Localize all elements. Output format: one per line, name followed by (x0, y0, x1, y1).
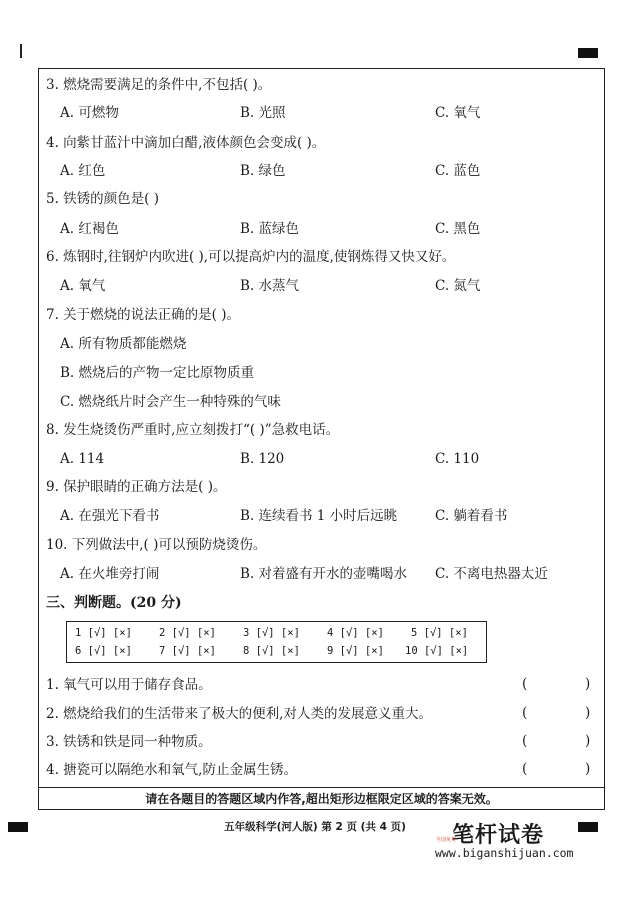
registration-mark-bottom-right (578, 822, 598, 832)
notice-divider (38, 787, 605, 788)
question-stem: 7. 关于燃烧的说法正确的是( )。 (46, 307, 240, 323)
option-b: B. 蓝绿色 (240, 221, 300, 237)
option-c: C. 燃烧纸片时会产生一种特殊的气味 (60, 394, 281, 410)
option-c: C. 110 (435, 451, 480, 467)
judgment-item: 2. 燃烧给我们的生活带来了极大的便利,对人类的发展意义重大。 (46, 706, 432, 722)
answer-cell[interactable]: 3 [√] [×] (243, 627, 300, 639)
answer-cell[interactable]: 10 [√] [×] (405, 645, 469, 657)
answer-paren-right: ) (585, 761, 591, 777)
answer-paren-right: ) (585, 705, 591, 721)
option-a: A. 所有物质都能燃烧 (60, 336, 187, 352)
answer-cell[interactable]: 1 [√] [×] (75, 627, 132, 639)
question-stem: 6. 炼钢时,往钢炉内吹进( ),可以提高炉内的温度,使钢炼得又快又好。 (46, 249, 456, 265)
question-stem: 8. 发生烧烫伤严重时,应立刻拨打“( )”急救电话。 (46, 422, 340, 438)
brand-tagline: 全国免费 (436, 837, 457, 843)
judgment-item: 4. 搪瓷可以隔绝水和氧气,防止金属生锈。 (46, 762, 297, 778)
option-a: A. 氧气 (60, 278, 106, 294)
page-footer: 五年级科学(河人版) 第 2 页 (共 4 页) (224, 821, 406, 833)
option-b: B. 光照 (240, 105, 286, 121)
answer-paren-left[interactable]: ( (522, 733, 528, 749)
option-a: A. 红褐色 (60, 221, 119, 237)
answer-paren-right: ) (585, 676, 591, 692)
margin-tick (20, 44, 22, 58)
question-stem: 3. 燃烧需要满足的条件中,不包括( )。 (46, 77, 272, 93)
question-stem: 10. 下列做法中,( )可以预防烧烫伤。 (46, 537, 267, 553)
answer-paren-left[interactable]: ( (522, 761, 528, 777)
registration-mark-bottom-left (8, 822, 28, 832)
answer-paren-left[interactable]: ( (522, 676, 528, 692)
option-b: B. 120 (240, 451, 285, 467)
brand-logo-text: 笔杆试卷 (452, 823, 545, 848)
judgment-item: 1. 氧气可以用于储存食品。 (46, 677, 212, 693)
option-c: C. 氮气 (435, 278, 481, 294)
option-b: B. 对着盛有开水的壶嘴喝水 (240, 566, 408, 582)
option-a: A. 在火堆旁打闹 (60, 566, 160, 582)
section-heading: 三、判断题。(20 分) (46, 595, 182, 611)
answer-cell[interactable]: 8 [√] [×] (243, 645, 300, 657)
option-b: B. 连续看书 1 小时后远眺 (240, 508, 398, 524)
answer-grid (66, 621, 487, 663)
answer-cell[interactable]: 9 [√] [×] (327, 645, 384, 657)
option-b: B. 绿色 (240, 163, 286, 179)
question-stem: 5. 铁锈的颜色是( ) (46, 191, 159, 207)
answer-cell[interactable]: 6 [√] [×] (75, 645, 132, 657)
option-a: A. 红色 (60, 163, 106, 179)
answer-cell[interactable]: 2 [√] [×] (159, 627, 216, 639)
option-a: A. 在强光下看书 (60, 508, 160, 524)
judgment-item: 3. 铁锈和铁是同一种物质。 (46, 734, 212, 750)
website-url[interactable]: www.biganshijuan.com (435, 846, 574, 860)
notice-text: 请在各题目的答题区域内作答,超出矩形边框限定区域的答案无效。 (145, 792, 498, 806)
answer-cell[interactable]: 4 [√] [×] (327, 627, 384, 639)
answer-area-frame (38, 68, 605, 810)
option-c: C. 不离电热器太近 (435, 566, 548, 582)
option-a: A. 可燃物 (60, 105, 119, 121)
option-c: C. 氧气 (435, 105, 481, 121)
registration-mark-top-right (578, 48, 598, 58)
answer-cell[interactable]: 7 [√] [×] (159, 645, 216, 657)
option-c: C. 黑色 (435, 221, 481, 237)
option-c: C. 躺着看书 (435, 508, 508, 524)
option-c: C. 蓝色 (435, 163, 481, 179)
answer-cell[interactable]: 5 [√] [×] (411, 627, 468, 639)
option-a: A. 114 (60, 451, 105, 467)
answer-paren-left[interactable]: ( (522, 705, 528, 721)
question-stem: 4. 向紫甘蓝汁中滴加白醋,液体颜色会变成( )。 (46, 135, 326, 151)
question-stem: 9. 保护眼睛的正确方法是( )。 (46, 479, 227, 495)
option-b: B. 燃烧后的产物一定比原物质重 (60, 365, 255, 381)
option-b: B. 水蒸气 (240, 278, 300, 294)
answer-paren-right: ) (585, 733, 591, 749)
